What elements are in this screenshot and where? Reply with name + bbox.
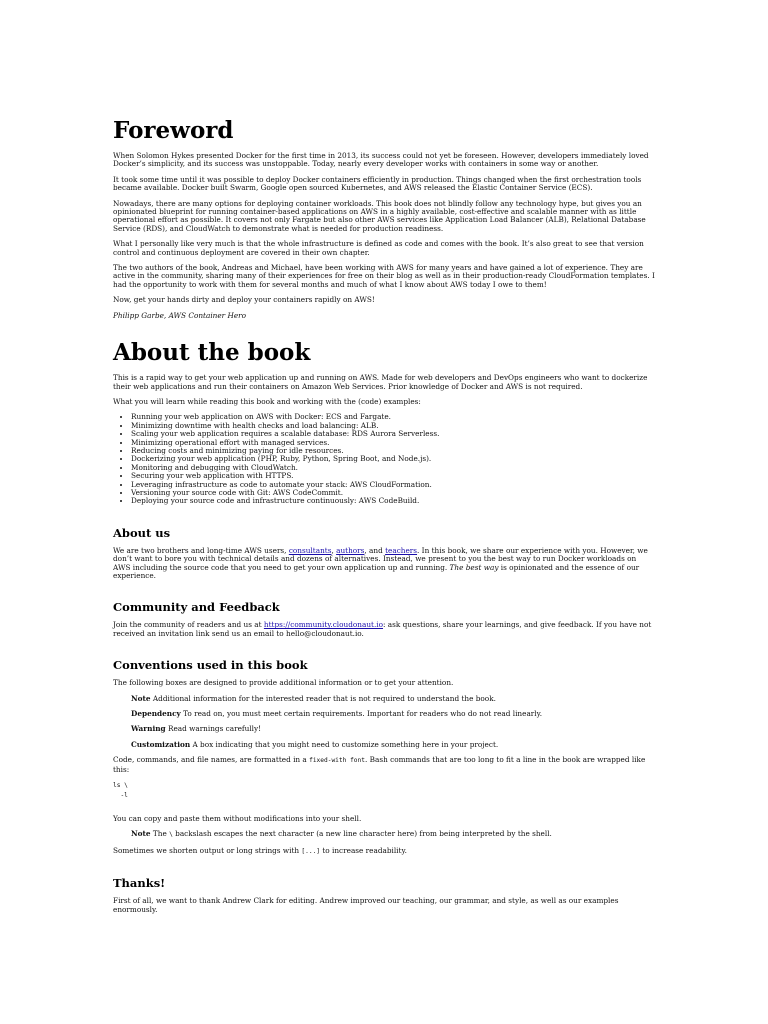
list-item: • Versioning your source code with Git: AWS CodeCommit. <box>131 489 655 497</box>
list-item: • Leveraging infrastructure as code to automate your stack: AWS CloudFormation. <box>131 481 655 489</box>
about-book-heading: About the book <box>113 339 311 367</box>
list-item: • Running your web application on AWS with Docker: ECS and Fargate. <box>131 413 655 421</box>
list-item: • Deploying your source code and infrastructure continuously: AWS CodeBuild. <box>131 497 655 505</box>
teachers-link[interactable]: teachers <box>385 545 418 555</box>
about-us-emphasis: The best way <box>449 562 499 572</box>
thanks-heading: Thanks! <box>113 876 166 891</box>
inline-code: \ <box>169 831 173 839</box>
foreword-paragraph: Nowadays, there are many options for deploying container workloads. This book does not blindly follow any technology hype, but gives you an opinionated blueprint for running container-based applications on AWS in a highly available, cost-effective and scalable manner with as little operational effort as possible. It covers not only Fargate but also other AWS services like Application Load Balancer (ALB), Relational Database Service (RDS), and CloudWatch to demonstrate what is needed for production readiness. <box>113 198 646 233</box>
list-item: • Minimizing operational effort with managed services. <box>131 439 655 447</box>
foreword-heading: Foreword <box>113 117 234 144</box>
box-keyword: Warning <box>131 724 166 734</box>
foreword-paragraph: It took some time until it was possible to deploy Docker containers efficiently in production. Things changed when the first orchestration tools became available. Docker built Swarm, Google open sourced Kubernetes, and AWS released the Elastic Container Service (ECS). <box>113 174 642 193</box>
foreword-paragraph: Now, get your hands dirty and deploy your containers rapidly on AWS! <box>113 295 375 305</box>
document-page <box>113 118 655 921</box>
learning-list <box>113 413 655 505</box>
list-item: • Monitoring and debugging with CloudWatch. <box>131 464 655 472</box>
code-format-text: . Bash commands that are too long to fit a line in the book are wrapped like this: <box>113 755 646 774</box>
about-us-text: We are two brothers and long-time AWS users, <box>113 545 289 555</box>
list-item: • Scaling your web application requires a scalable database: RDS Aurora Serverless. <box>131 430 655 438</box>
about-us-heading: About us <box>113 525 171 540</box>
foreword-paragraph: When Solomon Hykes presented Docker for the first time in 2013, its success could not yet be foreseen. However, developers immediately loved Docker’s simplicity, and its success was unstoppable. Today, nearly every developer works with containers in some way or another. <box>113 151 649 169</box>
box-text: The <box>150 829 170 839</box>
dependency-box <box>131 710 655 718</box>
shorten-text: to increase readability. <box>320 845 407 855</box>
box-text: To read on, you must meet certain requirements. Important for readers who do not read linearly. <box>180 709 543 719</box>
conventions-heading: Conventions used in this book <box>113 658 308 673</box>
foreword-paragraph: The two authors of the book, Andreas and Michael, have been working with AWS for many years and have gained a lot of experience. They are active in the community, sharing many of their experiences for free on their blog as well as in their production-ready CloudFormation templates. I had the opportunity to work with them for several months and much of what I know about AWS today I owe to them! <box>113 263 655 289</box>
list-item: • Reducing costs and minimizing paying for idle resources. <box>131 447 655 455</box>
separator-text: , <box>331 545 337 555</box>
thanks-paragraph: First of all, we want to thank Andrew Clark for editing. Andrew improved our teaching, our grammar, and style, as well as our examples enormously. <box>113 896 619 914</box>
community-text: Join the community of readers and us at <box>113 620 264 630</box>
community-text: : ask questions, share your learnings, and give feedback. If you have not received an invitation link send us an email to hello@cloudonaut.io. <box>113 620 652 638</box>
note-box <box>131 695 655 703</box>
about-book-list-intro: What you will learn while reading this book and working with the (code) examples: <box>113 396 421 406</box>
code-format-text: Code, commands, and file names, are formatted in a <box>113 755 310 765</box>
box-text: A box indicating that you might need to customize something here in your project. <box>190 739 499 749</box>
community-paragraph <box>113 621 655 638</box>
copy-paragraph: You can copy and paste them without modifications into your shell. <box>113 814 362 824</box>
community-heading: Community and Feedback <box>113 600 280 615</box>
backslash-note-box <box>131 830 655 839</box>
box-keyword: Customization <box>131 739 191 749</box>
about-us-text: is opinionated and the essence of our experience. <box>113 562 640 580</box>
box-text: Additional information for the interested reader that is not required to understand the book. <box>150 693 496 703</box>
about-us-text: . In this book, we share our experience with you. However, we don’t want to bore you with technical details and dozens of alternatives. Instead, we present to you the best way to run Docker workloads on AWS including the source code that you need to get your own application up and running. <box>113 545 648 572</box>
shorten-paragraph <box>113 847 655 856</box>
code-format-paragraph <box>113 756 655 774</box>
code-block <box>113 781 655 801</box>
customization-box <box>131 741 655 749</box>
list-item: • Minimizing downtime with health checks and load balancing: ALB. <box>131 422 655 430</box>
box-keyword: Note <box>131 693 151 703</box>
warning-box <box>131 725 655 733</box>
list-item: • Dockerizing your web application (PHP, Ruby, Python, Spring Boot, and Node.js). <box>131 455 655 463</box>
box-text: Read warnings carefully! <box>165 724 262 734</box>
shorten-text: Sometimes we shorten output or long strings with <box>113 845 302 855</box>
authors-link[interactable]: authors <box>336 545 365 555</box>
separator-text: , and <box>364 545 386 555</box>
consultants-link[interactable]: consultants <box>288 545 332 555</box>
about-us-paragraph <box>113 547 655 581</box>
code-line: -l <box>113 792 128 800</box>
community-link[interactable]: https://community.cloudonaut.io <box>263 620 384 630</box>
list-item: • Securing your web application with HTTPS. <box>131 472 655 480</box>
box-keyword: Dependency <box>131 709 181 719</box>
foreword-paragraph: What I personally like very much is that the whole infrastructure is defined as code and comes with the book. It’s also great to see that version control and continuous deployment are covered in their own chapter. <box>113 239 644 257</box>
foreword-signature: Philipp Garbe, AWS Container Hero <box>113 310 247 320</box>
box-text: backslash escapes the next character (a new line character here) from being interpreted by the shell. <box>172 829 552 839</box>
inline-code: fixed-with font <box>309 757 365 765</box>
conventions-intro: The following boxes are designed to provide additional information or to get your attention. <box>113 678 454 688</box>
about-book-intro: This is a rapid way to get your web application up and running on AWS. Made for web developers and DevOps engineers who want to dockerize their web applications and run their containers on Amazon Web Services. Prior knowledge of Docker and AWS is not required. <box>113 373 648 391</box>
inline-code: [...] <box>301 847 321 855</box>
box-keyword: Note <box>131 829 151 839</box>
code-line: ls \ <box>113 782 128 790</box>
